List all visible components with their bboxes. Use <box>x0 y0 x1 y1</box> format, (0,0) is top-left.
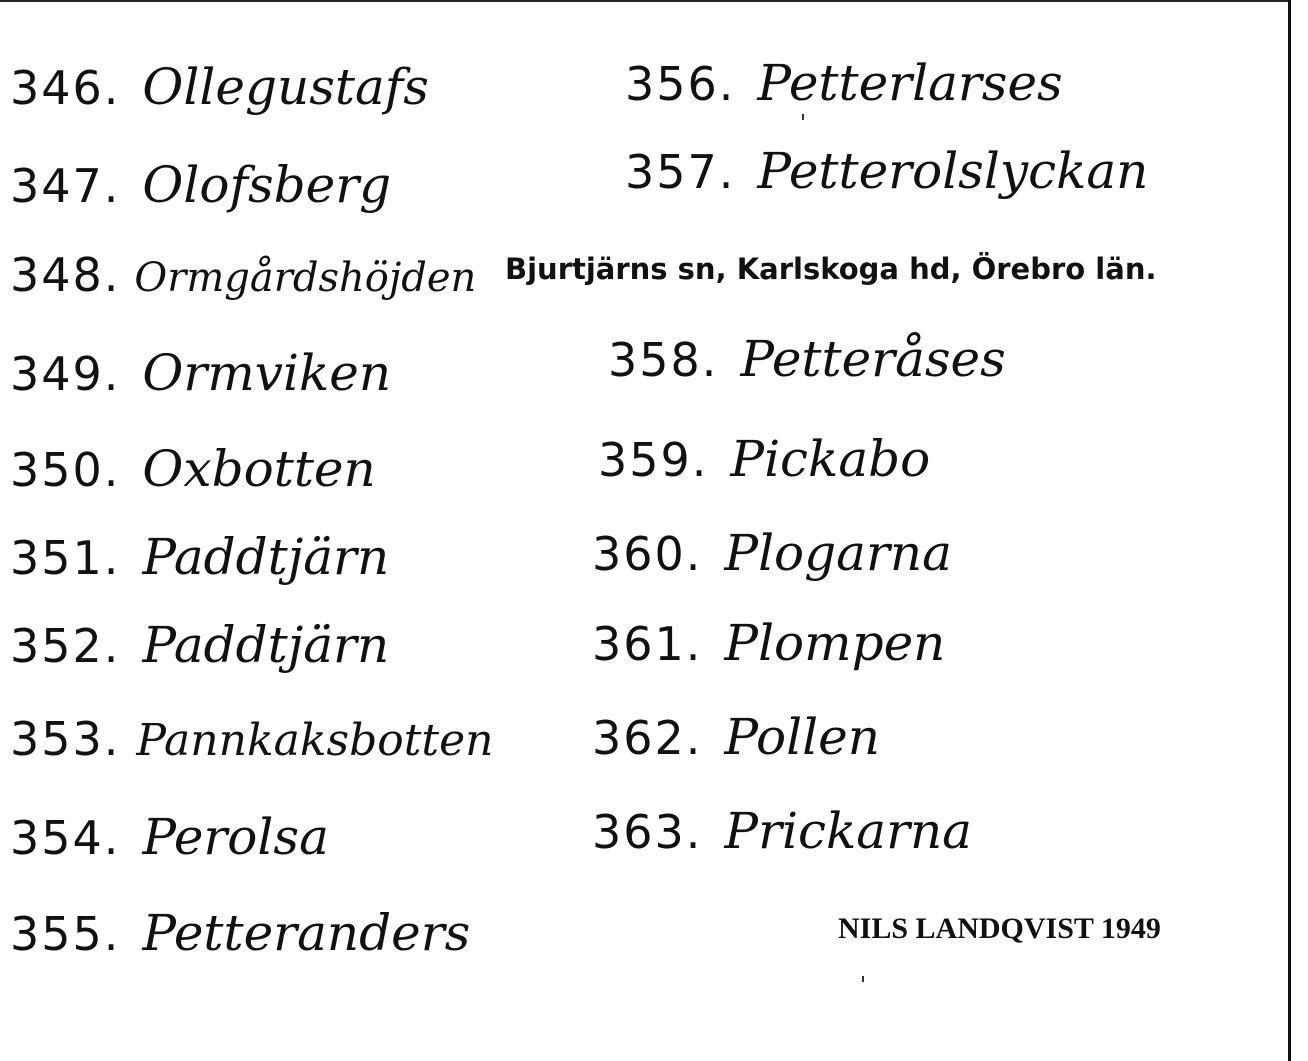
entry-name: Ormgårdshöjden <box>134 255 477 301</box>
entry-number: 356. <box>625 57 736 111</box>
entry-number: 353. <box>10 712 121 766</box>
place-entry-356 <box>625 54 1063 112</box>
entry-name: Pannkaksbotten <box>136 715 494 766</box>
entry-number: 346. <box>10 61 121 115</box>
entry-number: 358. <box>608 333 719 387</box>
entry-name: Plogarna <box>724 524 952 582</box>
place-entry-346 <box>10 58 429 116</box>
card-right-edge <box>1288 0 1291 1061</box>
place-entry-361 <box>592 614 946 672</box>
entry-name: Petterlarses <box>757 54 1063 112</box>
entry-number: 354. <box>10 811 121 865</box>
entry-number: 349. <box>10 347 121 401</box>
entry-name: Pollen <box>724 708 880 766</box>
entry-name: Petteranders <box>142 904 471 962</box>
entry-name: Petterolslyckan <box>757 142 1149 200</box>
entry-number: 348. <box>10 248 121 302</box>
entry-number: 361. <box>592 617 703 671</box>
entry-number: 363. <box>592 805 703 859</box>
place-entry-358 <box>608 330 1006 388</box>
place-entry-353 <box>10 712 494 766</box>
entry-name: Ormviken <box>142 344 392 402</box>
place-entry-360 <box>592 524 952 582</box>
entry-number: 352. <box>10 619 121 673</box>
entry-name: Olofsberg <box>142 156 392 214</box>
entry-name: Paddtjärn <box>142 528 390 586</box>
entry-number: 360. <box>592 527 703 581</box>
place-entry-357 <box>625 142 1149 200</box>
entry-name: Prickarna <box>724 802 972 860</box>
entry-name: Ollegustafs <box>142 58 429 116</box>
parish-header: Bjurtjärns sn, Karlskoga hd, Örebro län. <box>505 252 1157 286</box>
place-entry-355 <box>10 904 471 962</box>
place-entry-352 <box>10 616 390 674</box>
place-entry-350 <box>10 440 376 498</box>
place-entry-348 <box>10 248 477 302</box>
place-entry-354 <box>10 808 329 866</box>
entry-name: Plompen <box>724 614 946 672</box>
entry-name: Paddtjärn <box>142 616 390 674</box>
entry-name: Oxbotten <box>142 440 376 498</box>
scan-speck <box>802 114 804 120</box>
entry-number: 347. <box>10 159 121 213</box>
entry-number: 357. <box>625 145 736 199</box>
entry-name: Perolsa <box>142 808 329 866</box>
entry-name: Pickabo <box>730 430 931 488</box>
entry-number: 359. <box>598 433 709 487</box>
place-entry-349 <box>10 344 392 402</box>
entry-number: 355. <box>10 907 121 961</box>
place-entry-351 <box>10 528 390 586</box>
card-top-edge <box>0 0 1290 2</box>
place-entry-362 <box>592 708 880 766</box>
scan-speck <box>862 976 864 982</box>
place-entry-359 <box>598 430 931 488</box>
place-entry-363 <box>592 802 972 860</box>
collector-signature: NILS LANDQVIST 1949 <box>838 912 1161 945</box>
entry-number: 362. <box>592 711 703 765</box>
entry-number: 350. <box>10 443 121 497</box>
place-entry-347 <box>10 156 392 214</box>
entry-number: 351. <box>10 531 121 585</box>
entry-name: Petteråses <box>740 330 1006 388</box>
